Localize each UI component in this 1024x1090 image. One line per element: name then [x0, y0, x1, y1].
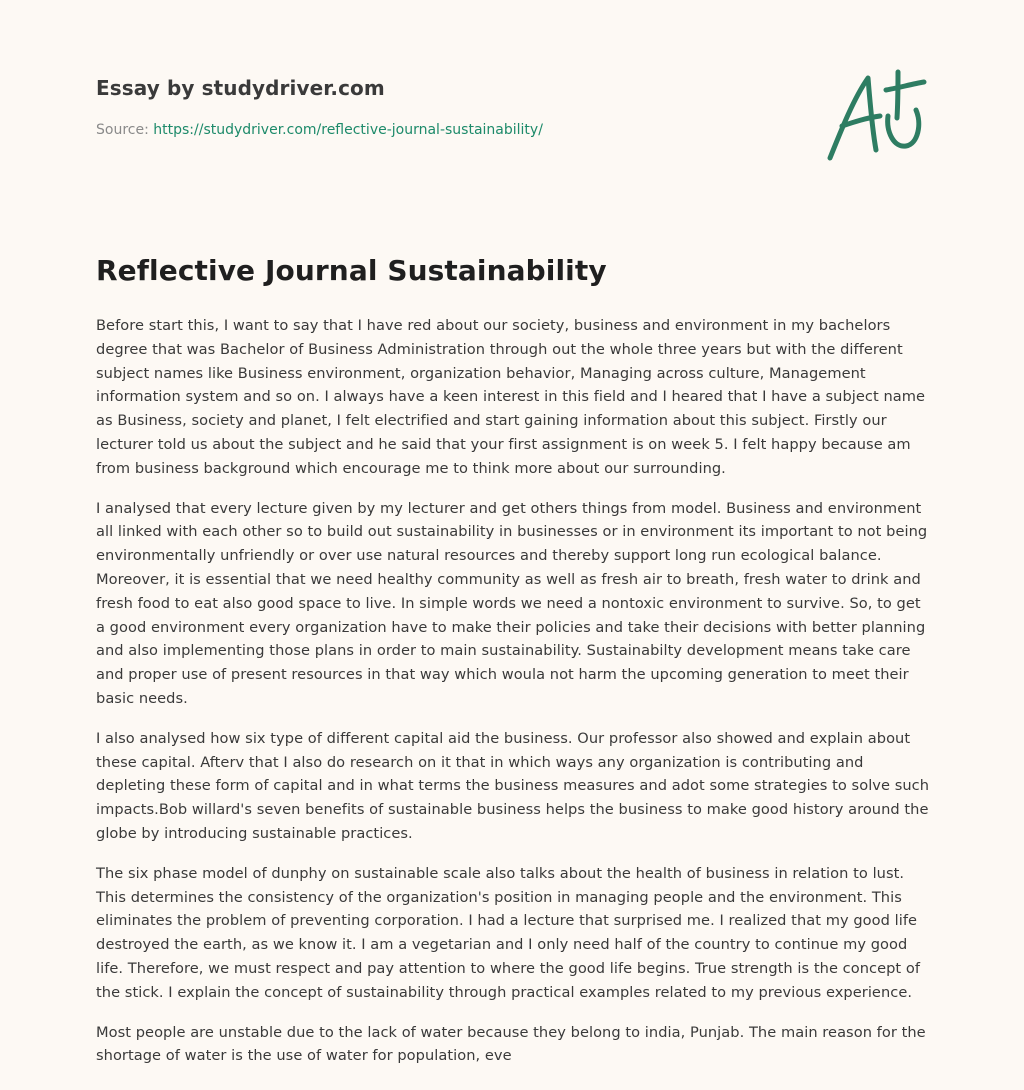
source-link[interactable]: https://studydriver.com/reflective-journal-sustainability/: [153, 122, 543, 138]
essay-paragraph: I analysed that every lecture given by my lecturer and get others things from model. Business and environment all linked with each other so to build out sustainability in businesses or in environment its important to not being environmentally unfriendly or over use natural resources and thereby support long run ecological balance. Moreover, it is essential that we need healthy community as well as fresh air to breath, fresh water to drink and fresh food to eat also good space to live. In simple words we need a nontoxic environment to survive. So, to get a good environment every organization have to make their policies and take their decisions with better planning and also implementing those plans in order to main sustainability. Sustainabilty development means take care and proper use of present resources in that way which woula not harm the upcoming generation to meet their basic needs.: [96, 499, 928, 707]
site-header: [96, 76, 543, 138]
essay-paragraph: Most people are unstable due to the lack of water because they belong to india, Punjab. The main reason for the shortage of water is the use of water for population, eve: [96, 1023, 926, 1065]
source-line: [96, 122, 543, 138]
brand-title: Essay by studydriver.com: [96, 76, 385, 100]
source-label: Source:: [96, 122, 154, 138]
essay-paragraph: Before start this, I want to say that I have red about our society, business and environment in my bachelors degree that was Bachelor of Business Administration through out the whole three years but with the different subject names like Business environment, organization behavior, Managing across culture, Management information system and so on. I always have a keen interest in this field and I heared that I have a subject name as Business, society and planet, I felt electrified and start gaining information about this subject. Firstly our lecturer told us about the subject and he said that your first assignment is on week 5. I felt happy because am from business background which encourage me to think more about our surrounding.: [96, 317, 926, 477]
essay-paragraph: I also analysed how six type of different capital aid the business. Our professor also showed and explain about these capital. Afterv that I also do research on it that in which ways any organization is contributing and depleting these form of capital and in what terms the business measures and adot some strategies to solve such impacts.Bob willard's seven benefits of sustainable business helps the business to make good history around the globe by introducing sustainable practices.: [96, 729, 930, 842]
essay-body: [96, 314, 932, 1084]
a-plus-logo-icon: [820, 66, 930, 166]
essay-paragraph: The six phase model of dunphy on sustainable scale also talks about the health of business in relation to lust. This determines the consistency of the organization's position in managing people and the environment. This eliminates the problem of preventing corporation. I had a lecture that surprised me. I realized that my good life destroyed the earth, as we know it. I am a vegetarian and I only need half of the country to continue my good life. Therefore, we must respect and pay attention to where the good life begins. True strength is the concept of the stick. I explain the concept of sustainability through practical examples related to my previous experience.: [96, 864, 921, 1001]
essay-title: Reflective Journal Sustainability: [96, 254, 607, 287]
